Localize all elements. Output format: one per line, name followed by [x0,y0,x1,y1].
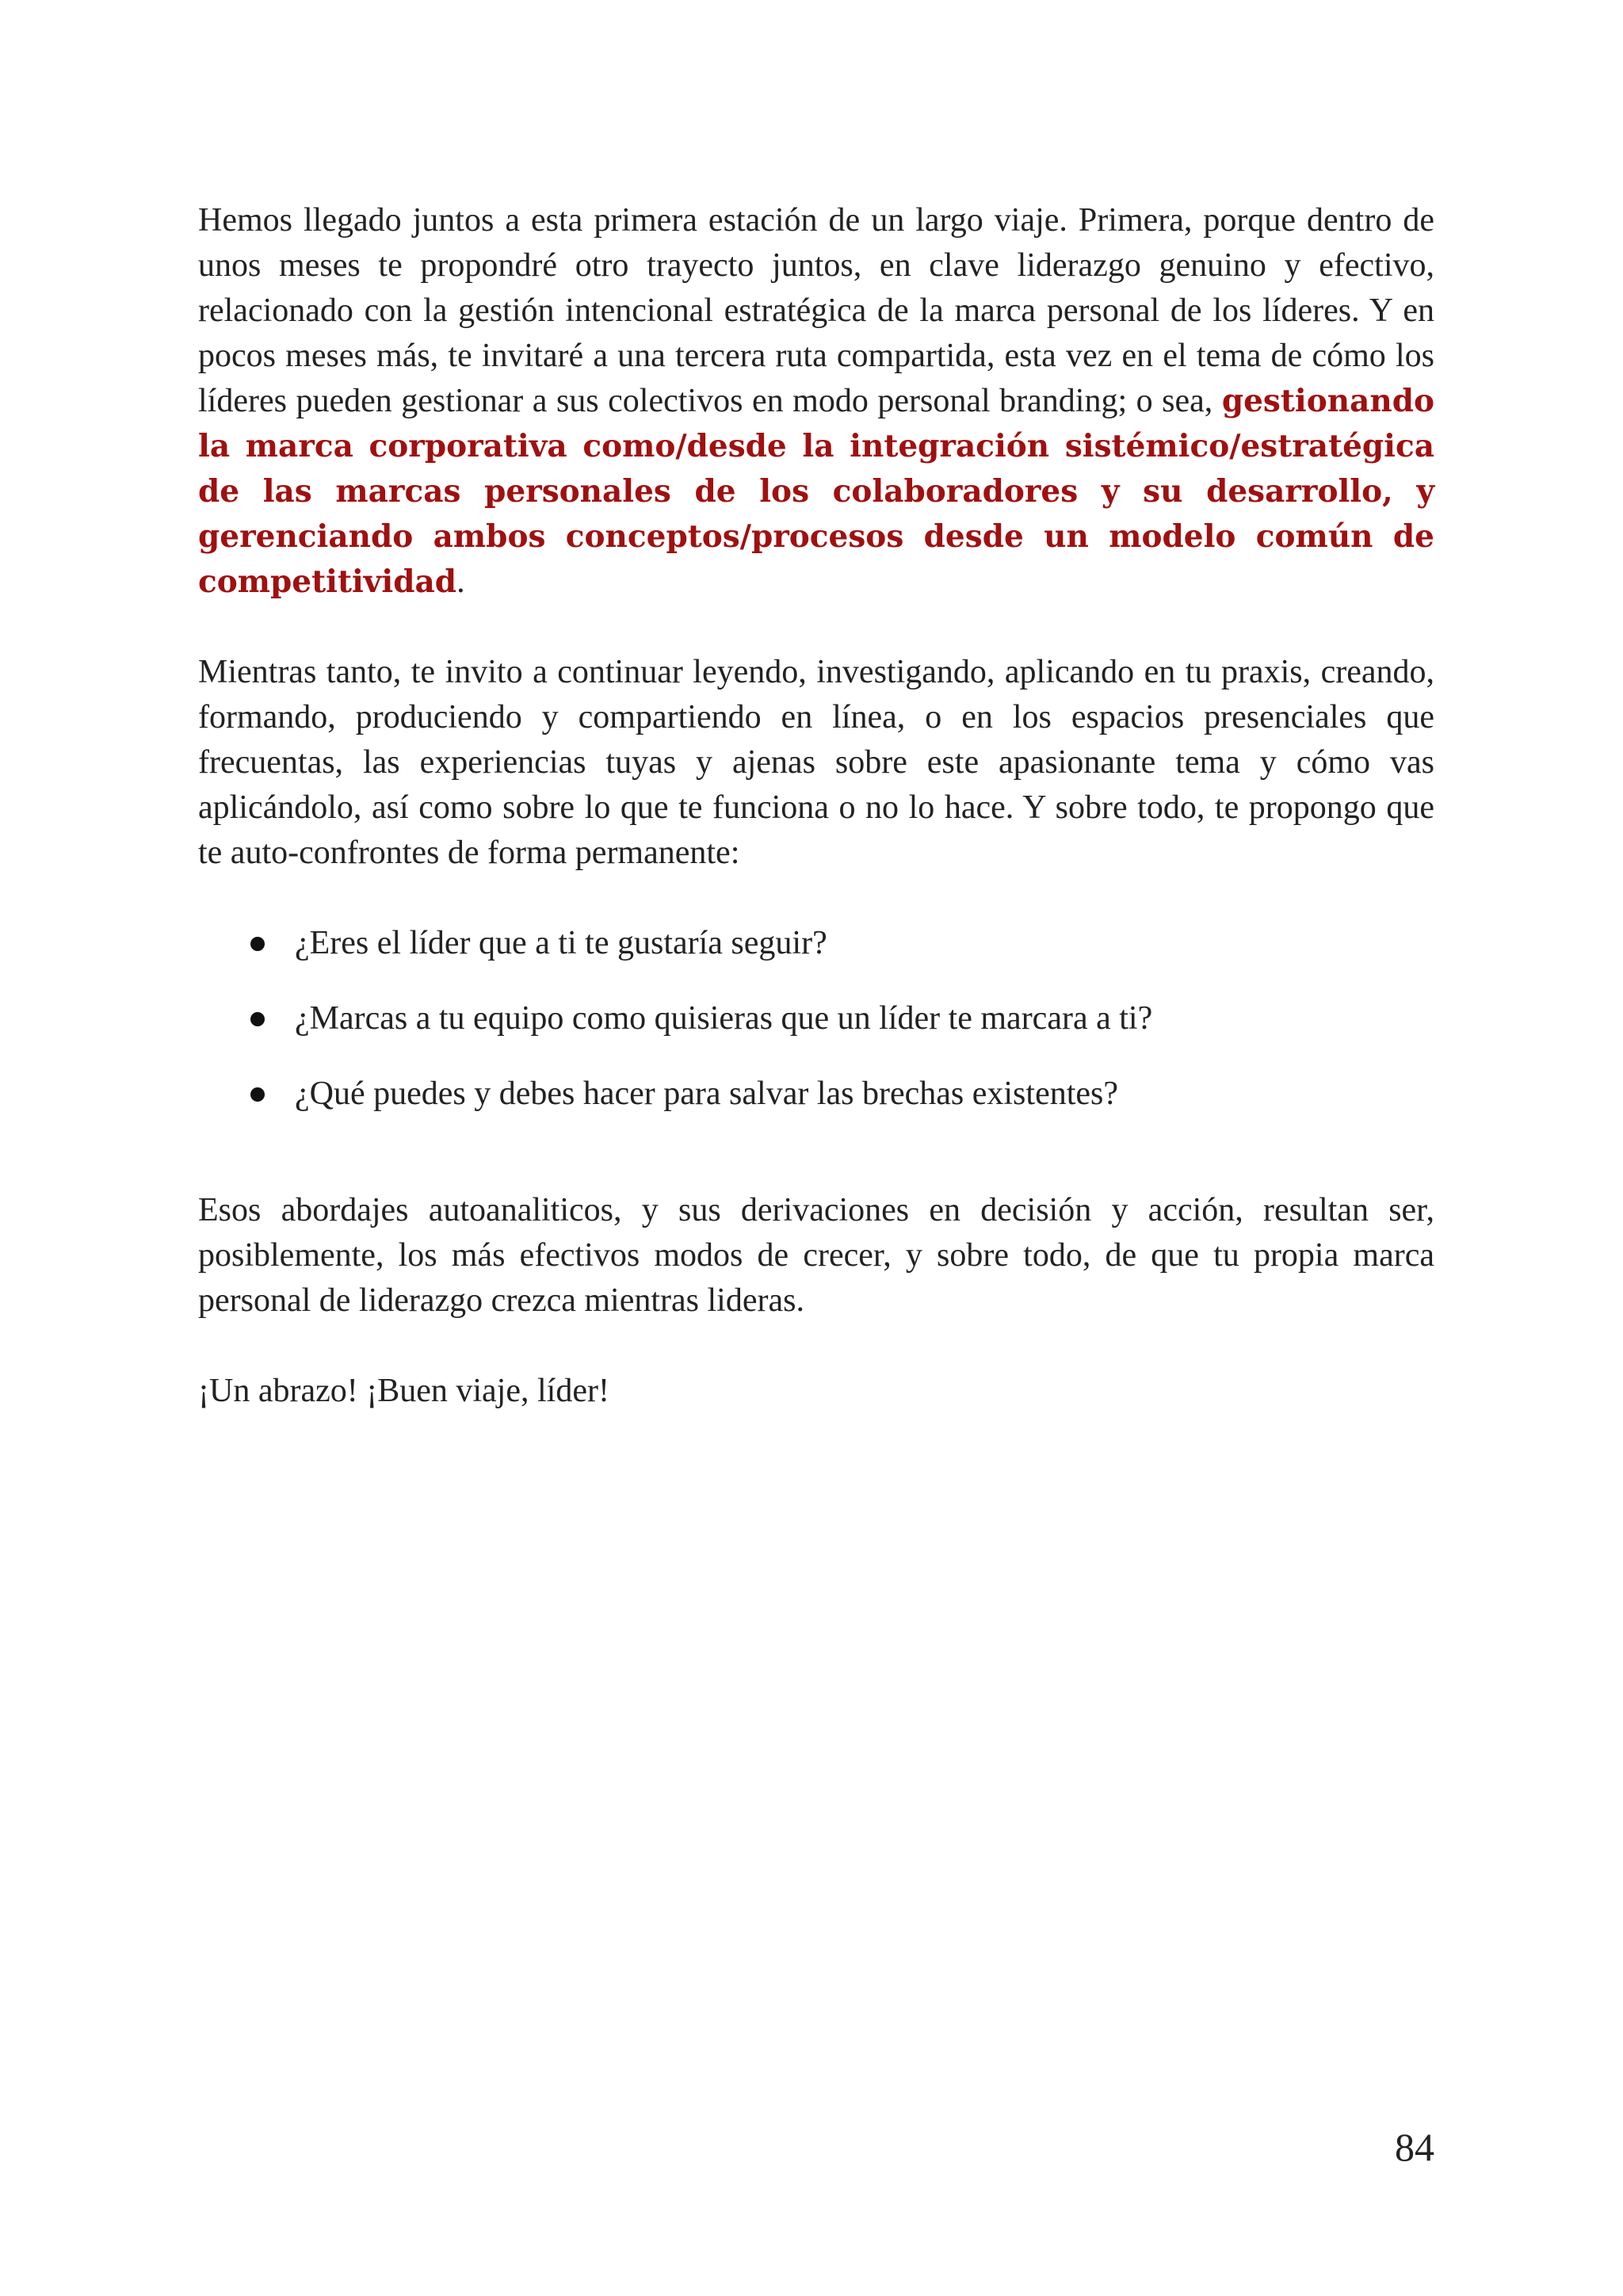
paragraph-intro-text: Hemos llegado juntos a esta primera estación de un largo viaje. Primera, porque dentro de unos meses te propondré otro trayecto juntos, en clave liderazgo genuino y efectivo, relacionado con la gestión intencional estratégica de la marca personal de los líderes. Y en pocos meses más, te invitaré a una tercera ruta compartida, esta vez en el tema de cómo los líderes pueden gestionar a sus colectivos en modo personal branding; o sea, [198,202,1434,419]
paragraph-conclusion: Esos abordajes autoanaliticos, y sus derivaciones en decisión y acción, resultan ser, posiblemente, los más efectivos modos de crecer, y sobre todo, de que tu propia marca personal de liderazgo crezca mientras lideras. [198,1192,1434,1319]
list-item-text: ¿Qué puedes y debes hacer para salvar las brechas existentes? [295,1075,1119,1112]
list-item [198,1072,1434,1117]
bullet-icon [250,1012,265,1026]
list-item-text: ¿Eres el líder que a ti te gustaría seguir? [295,925,827,961]
highlighted-statement: gestionando la marca corporativa como/desde la integración sistémico/estratégica de las marcas personales de los colaboradores y su desarrollo, y gerenciando ambos conceptos/procesos desde un modelo común de competitividad [198,383,1434,600]
paragraph-intro-end: . [456,563,465,600]
list-item [198,996,1434,1041]
paragraph-intro [198,198,1434,605]
bullet-icon [250,937,265,951]
bullet-icon [250,1087,265,1102]
list-item-text: ¿Marcas a tu equipo como quisieras que un líder te marcara a ti? [295,1000,1153,1037]
list-item [198,921,1434,966]
page-number: 84 [1395,2125,1434,2169]
paragraph-invitation: Mientras tanto, te invito a continuar leyendo, investigando, aplicando en tu praxis, creando, formando, produciendo y compartiendo en línea, o en los espacios presenciales que frecuentas, las experiencias tuyas y ajenas sobre este apasionante tema y cómo vas aplicándolo, así como sobre lo que te funciona o no lo hace. Y sobre todo, te propongo que te auto-confrontes de forma permanente: [198,654,1434,871]
page-content [198,198,1434,1459]
closing-line: ¡Un abrazo! ¡Buen viaje, líder! [198,1373,609,1409]
question-list [198,921,1434,1117]
